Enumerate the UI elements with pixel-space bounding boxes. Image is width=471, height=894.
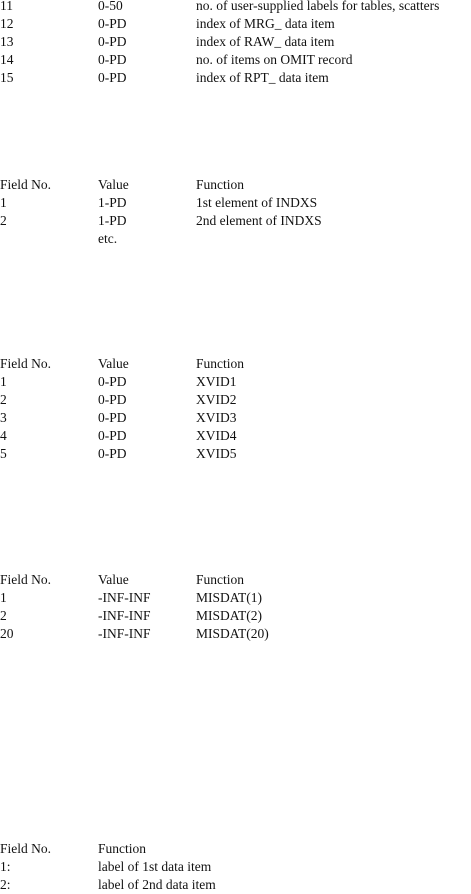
table-row (0, 194, 471, 212)
field-number: 20 (0, 626, 14, 641)
field-number: 1 (0, 590, 7, 605)
field-value: 0-PD (98, 410, 127, 425)
field-function: label of 2nd data item (98, 877, 216, 892)
field-number: 2 (0, 392, 7, 407)
field-function: label of 1st data item (98, 859, 212, 874)
xvid-field-table (0, 355, 471, 463)
table-row (0, 33, 471, 51)
table-row (0, 858, 471, 876)
header-function: Function (196, 356, 245, 371)
field-function: MISDAT(1) (196, 590, 262, 605)
header-function: Function (98, 841, 147, 856)
misdat-field-table (0, 571, 471, 643)
table-row (0, 445, 471, 463)
field-function: index of RPT_ data item (196, 70, 329, 85)
field-number: 1 (0, 374, 7, 389)
table-row (0, 69, 471, 87)
table-row (0, 409, 471, 427)
field-function: no. of user-supplied labels for tables, scatters (196, 0, 440, 13)
field-number: 1 (0, 195, 7, 210)
table-header (0, 571, 471, 589)
field-number: 2: (0, 877, 11, 892)
field-value: 0-PD (98, 34, 127, 49)
table-header (0, 840, 471, 858)
field-function: MISDAT(20) (196, 626, 269, 641)
header-value: Value (98, 356, 129, 371)
field-number: 1: (0, 859, 11, 874)
field-function: no. of items on OMIT record (196, 52, 353, 67)
field-value: 1-PD (98, 195, 127, 210)
field-number: 13 (0, 34, 14, 49)
field-number: 2 (0, 608, 7, 623)
field-function: XVID2 (196, 392, 237, 407)
table-row (0, 607, 471, 625)
header-value: Value (98, 177, 129, 192)
field-value: 0-PD (98, 16, 127, 31)
field-number: 14 (0, 52, 14, 67)
header-field-no: Field No. (0, 356, 52, 371)
header-value: Value (98, 572, 129, 587)
field-function: index of RAW_ data item (196, 34, 335, 49)
table-row-continuation (0, 230, 471, 248)
field-number: 4 (0, 428, 7, 443)
field-value: 0-PD (98, 70, 127, 85)
continuation-text: etc. (98, 231, 118, 246)
field-value: 0-PD (98, 428, 127, 443)
field-number: 5 (0, 446, 7, 461)
table-row (0, 15, 471, 33)
table-row (0, 373, 471, 391)
field-value: 0-50 (98, 0, 123, 13)
header-function: Function (196, 177, 245, 192)
field-function: 1st element of INDXS (196, 195, 318, 210)
indxs-field-table (0, 176, 471, 248)
header-field-no: Field No. (0, 177, 52, 192)
table-row (0, 51, 471, 69)
header-field-no: Field No. (0, 572, 52, 587)
table-row (0, 625, 471, 643)
field-number: 11 (0, 0, 13, 13)
field-value: 1-PD (98, 213, 127, 228)
table-row (0, 427, 471, 445)
field-value: -INF-INF (98, 626, 151, 641)
field-table-continued (0, 0, 471, 87)
field-number: 15 (0, 70, 14, 85)
label-field-table (0, 840, 471, 894)
table-row (0, 876, 471, 894)
field-value: 0-PD (98, 392, 127, 407)
table-header (0, 176, 471, 194)
field-value: -INF-INF (98, 608, 151, 623)
table-row (0, 0, 471, 15)
field-function: 2nd element of INDXS (196, 213, 322, 228)
field-value: -INF-INF (98, 590, 151, 605)
header-field-no: Field No. (0, 841, 52, 856)
field-function: XVID1 (196, 374, 237, 389)
field-number: 12 (0, 16, 14, 31)
table-row (0, 391, 471, 409)
table-row (0, 212, 471, 230)
field-value: 0-PD (98, 446, 127, 461)
field-function: MISDAT(2) (196, 608, 262, 623)
field-value: 0-PD (98, 52, 127, 67)
field-function: XVID5 (196, 446, 237, 461)
field-value: 0-PD (98, 374, 127, 389)
field-function: XVID4 (196, 428, 237, 443)
field-number: 2 (0, 213, 7, 228)
table-header (0, 355, 471, 373)
field-function: index of MRG_ data item (196, 16, 335, 31)
field-function: XVID3 (196, 410, 237, 425)
table-row (0, 589, 471, 607)
header-function: Function (196, 572, 245, 587)
field-number: 3 (0, 410, 7, 425)
